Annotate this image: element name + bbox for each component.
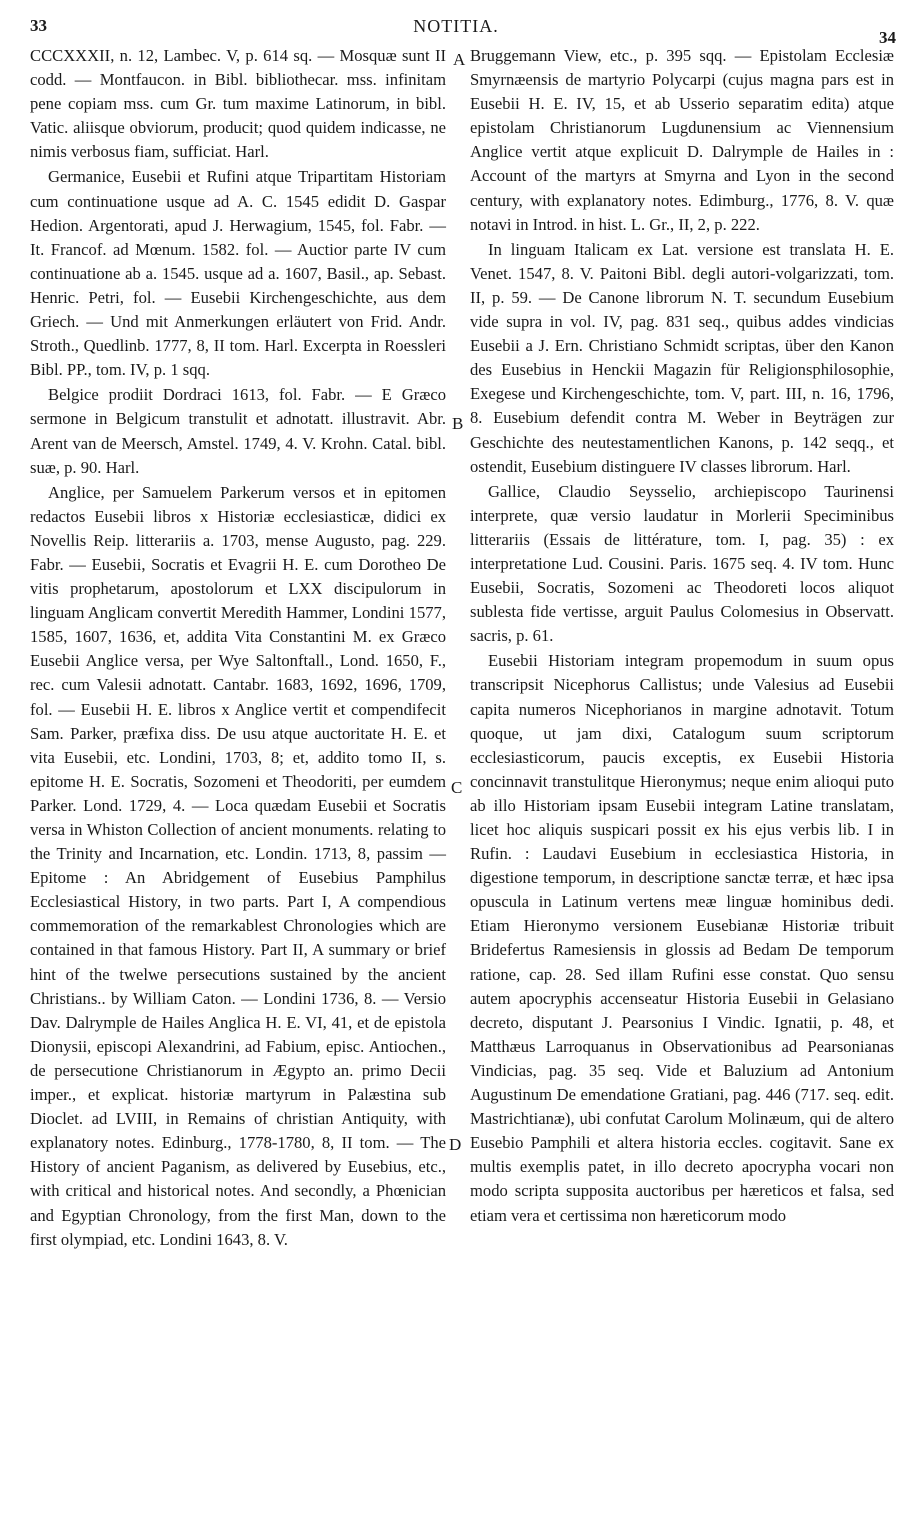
section-marker-d: D [449,1135,462,1154]
left-paragraph-1: CCCXXXII, n. 12, Lambec. V, p. 614 sq. — Mosquæ sunt II codd. — Montfaucon. in Bibl. bibliothecar. mss. infinitam pene copiam mss. cum Gr. tum maxime Latinorum, in bibl. Vatic. aliisque obviorum, producit; quod quidem indicasse, ne nimis verbosus fiam, sufficiat. Harl. [30,46,446,162]
left-paragraph-2: Germanice, Eusebii et Rufini atque Tripartitam Historiam cum continuatione usque ad A. C. 1545 edidit D. Gaspar Hedion. Argentorati, apud J. Herwagium, 1545, fol. Fabr. — It. Francof. ad Mœnum. 1582. fol. — Auctior parte IV cum continuatione ab a. 1545. usque ad a. 1607, Basil., ap. Sebast. Henric. Petri, fol. — Eusebii Kirchengeschichte, aus dem Griech. — Und mit Anmerkungen erläutert von Frid. Andr. Stroth., Quedlinb. 1777, 8, II tom. Harl. Excerpta in Roessleri Bibl. PP., tom. IV, p. 1 sqq. [30,167,446,380]
running-title: NOTITIA. [413,16,499,36]
right-paragraph-2: In linguam Italicam ex Lat. versione est translata H. E. Venet. 1547, 8. V. Paitoni Bibl. degli autori-volgarizzati, tom. II, p. 59. — De Canone librorum N. T. secundum Eusebium vide supra in vol. IV, pag. 831 seq., quibus addes vindicias Eusebii a J. Ern. Christiano Schmidt scriptas, über den Kanon des Eusebius in Henckii Magazin für Religionsphilosophie, Exegese und Kirchengeschichte, tom. V, part. III, n. 16, 1796, 8. Eusebium defendit contra M. Weber in Beyträgen zur Geschichte des neutestamentlichen Kanons, p. 142 seqq., et ostendit, Eusebium distinguere IV classes librorum. Harl. [470,239,894,476]
page-number-left: 33 [30,16,47,35]
left-paragraph-4: Anglice, per Samuelem Parkerum versos et in epitomen redactos Eusebii libros x Historiæ ecclesiasticæ, didici ex Novellis Reip. litterariis a. 1703, mense Augusto, pag. 229. Fabr. — Eusebii, Socratis et Evagrii H. E. cum Dorotheo De vitis prophetarum, apostolorum et LXX discipulorum in linguam Anglicam convertit Meredith Hammer, Londini 1577, 1585, 1607, 1636, et, addita Vita Constantini M. ex Græco Eusebii Anglice versa, per Wye Saltonftall., Lond. 1650, F., rec. cum Valesii adnotatt. Cantabr. 1683, 1692, 1696, 1709, fol. — Eusebii H. E. libros x Anglice vertit et compendifecit Sam. Parker, præfixa diss. De usu atque auctoritate H. E. et vita Eusebii, etc. Londini, 1703, 8; et, addito tomo II, s. epitome H. E. Socratis, Sozomeni et Theodoriti, per eumdem Parker. Lond. 1729, 4. — Loca quædam Eusebii et Socratis versa in Whiston Collection of ancient monuments. relating to the Trinity and Incarnation, etc. Londin. 1713, 8, passim — Epitome : An Abridgement of Eusebius Pamphilus Ecclesiastical History, in two parts. Part I, A compendious commemoration of the remarkablest Chronologies which are contained in that famous History. Part II, A summary or brief hint of the twelwe persecutions sustained by the ancient Christians.. by William Caton. — Londini 1736, 8. — Versio Dav. Dalrymple de Hailes Anglica H. E. VI, 41, et de epistola Dionysii, episcopi Alexandrini, ad Fabium, episc. Antiochen., de persecutione Christianorum in Ægypto an. primo Decii imper., et explicat. historiæ martyrum in Palæstina sub Dioclet. ad LVIII, in Remains of christian Antiquity, with explanatory notes. Edinburg., 1778-1780, 8, II tom. — The History of ancient Paganism, as delivered by Eusebius, etc., with critical and historical notes. And secondly, a Phœnician and Egyptian Chronology, from the first Man, down to the first olympiad, etc. Londini 1643, 8. V. [30,482,446,1249]
right-paragraph-4: Eusebii Historiam integram propemodum in suum opus transcripsit Nicephorus Callistus; unde Valesius ad Eusebii capita numeros Nicephorianos in margine adnotavit. Totum quoque, ut jam dixi, Catalogum suum scriptorum ecclesiasticorum, paucis exceptis, ex Eusebii Historia concinnavit transtulitque Hieronymus; neque enim alioqui puto ab illo Historiam ipsam Eusebii integram Latine translatam, licet hoc aliquis suspicari possit ex his ejus verbis lib. I in Rufin. : Laudavi Eusebium in ecclesiastica Historia, in digestione temporum, in descriptione sanctæ terræ, et hæc ipsa opuscula in Latinum vertens meæ linguæ hominibus dedi. Etiam Hieronymo versionem Eusebianæ Historiæ tribuit Bridefertus Ramesiensis in glossis ad Bedam De temporum ratione, cap. 28. Sed illam Rufini esse constat. Quo sensu autem apocryphis accenseatur Historia Eusebii in Gelasiano decreto, disputant J. Pearsonius I Vindic. Ignatii, p. 48, et Matthæus Larroquanus in Observationibus ad Pearsonianas Vindicias, pag. 35 seq. Vide et Baluzium ad Antonium Augustinum De emendatione Gratiani, pag. 446 (717. seq. edit. Mastrichtianæ), ubi confutat Carolum Molinæum, qui de altero Eusebio Pamphili et altera historia eccles. cogitavit. Sane ex multis exemplis patet, in illo decreto apocrypha vocari non modo scripta supposita auctoribus per hæreticos et falsa, sed etiam vera et certissima non hæreticorum modo [470,651,894,1225]
left-column [30,44,446,1252]
left-paragraph-3: Belgice prodiit Dordraci 1613, fol. Fabr. — E Græco sermone in Belgicum transtulit et adnotatt. illustravit. Abr. Arent van de Meersch, Amstel. 1749, 4. V. Krohn. Catal. bibl. suæ, p. 90. Harl. [30,385,446,477]
section-marker-a: A [453,50,466,69]
section-marker-b: B [452,414,464,433]
right-column [470,44,894,1228]
right-paragraph-1: Bruggemann View, etc., p. 395 sqq. — Epistolam Ecclesiæ Smyrnæensis de martyrio Polycarpi (cujus magna pars est in Eusebii H. E. IV, 15, et ab Usserio separatim edita) atque epistolam Christianorum Lugdunensium ac Viennensium Anglice vertit atque explicuit D. Dalrymple de Hailes in : Account of the martyrs at Smyrna and Lyon in the second century, with explanatory notes. Edimburg., 1776, 8. V. quæ notavi in Introd. in hist. L. Gr., II, 2, p. 222. [470,46,894,234]
right-paragraph-3: Gallice, Claudio Seysselio, archiepiscopo Taurinensi interprete, quæ versio laudatur in Morlerii Speciminibus litterariis (Essais de littérature, tom. I, pag. 35) : ex interpretatione Lud. Cousini. Paris. 1675 seq. 4. IV tom. Hunc Eusebii, Socratis, Sozomeni ac Theodoreti locos aliquot sublesta fide vertisse, arguit Paulus Colomesius in Observatt. sacris, p. 61. [470,481,894,646]
page-number-right: 34 [879,28,896,47]
page-header [0,12,912,47]
section-marker-c: C [451,778,463,797]
